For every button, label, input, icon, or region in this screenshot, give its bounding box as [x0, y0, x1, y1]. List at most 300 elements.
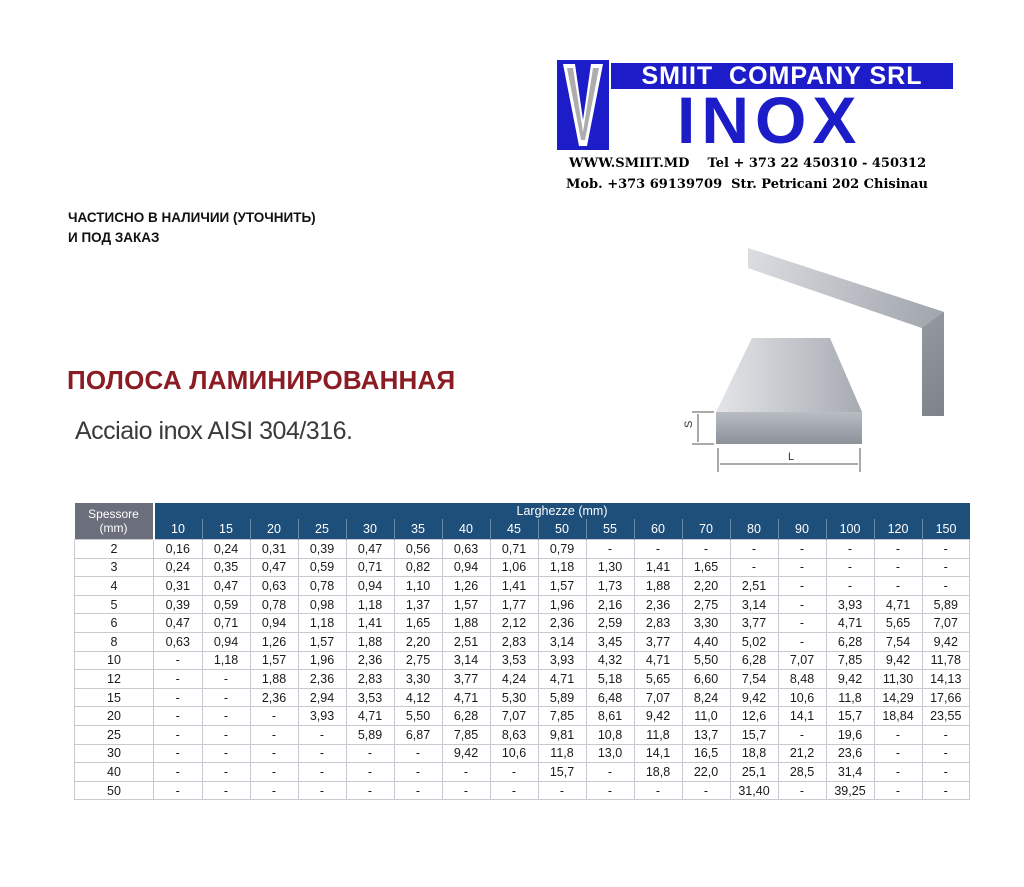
- weight-cell: -: [154, 651, 203, 670]
- weight-cell: 2,94: [298, 688, 346, 707]
- weight-cell: 3,77: [442, 670, 490, 689]
- weight-cell: 39,25: [826, 781, 874, 800]
- weight-cell: 0,47: [346, 540, 394, 559]
- table-row: [75, 558, 970, 577]
- table-row: [75, 688, 970, 707]
- weight-cell: -: [442, 781, 490, 800]
- weight-cell: 9,42: [442, 744, 490, 763]
- weight-cell: 0,94: [202, 632, 250, 651]
- brand-inox-wordmark: INOX: [677, 83, 863, 157]
- weight-cell: -: [874, 725, 922, 744]
- weight-cell: 11,78: [922, 651, 970, 670]
- weight-cell: 1,77: [490, 595, 538, 614]
- width-header-cell: 15: [202, 519, 250, 540]
- width-header-cell: 10: [154, 519, 203, 540]
- weight-cell: -: [586, 540, 634, 559]
- weight-cell: 3,93: [826, 595, 874, 614]
- dimension-s-marker: [692, 412, 714, 444]
- thickness-cell: 3: [75, 558, 154, 577]
- weight-cell: 6,48: [586, 688, 634, 707]
- width-header-cell: 25: [298, 519, 346, 540]
- weight-cell: 4,71: [826, 614, 874, 633]
- weight-cell: -: [394, 781, 442, 800]
- weight-cell: 3,77: [730, 614, 778, 633]
- weight-cell: 18,84: [874, 707, 922, 726]
- weight-cell: -: [586, 763, 634, 782]
- weight-cell: 23,55: [922, 707, 970, 726]
- v-logo-icon: [557, 60, 609, 150]
- width-header-cell: 35: [394, 519, 442, 540]
- weight-cell: 3,30: [394, 670, 442, 689]
- weight-cell: 19,6: [826, 725, 874, 744]
- thickness-cell: 12: [75, 670, 154, 689]
- width-header-cell: 150: [922, 519, 970, 540]
- weight-cell: 0,94: [442, 558, 490, 577]
- weight-cell: 2,75: [394, 651, 442, 670]
- weight-cell: 0,71: [202, 614, 250, 633]
- thickness-cell: 25: [75, 725, 154, 744]
- weight-cell: 28,5: [778, 763, 826, 782]
- weight-cell: -: [250, 763, 298, 782]
- weight-cell: 1,65: [394, 614, 442, 633]
- weight-cell: -: [346, 763, 394, 782]
- flat-bar-weight-table: [74, 503, 970, 800]
- width-header-cell: 30: [346, 519, 394, 540]
- weight-cell: 0,47: [154, 614, 203, 633]
- weight-cell: 9,42: [634, 707, 682, 726]
- weight-cell: -: [778, 632, 826, 651]
- weight-cell: -: [778, 558, 826, 577]
- weight-cell: 1,18: [538, 558, 586, 577]
- weight-cell: 2,36: [346, 651, 394, 670]
- weight-cell: 11,0: [682, 707, 730, 726]
- weight-cell: -: [778, 725, 826, 744]
- weight-cell: 2,83: [346, 670, 394, 689]
- weight-cell: 31,4: [826, 763, 874, 782]
- weight-cell: -: [634, 540, 682, 559]
- weight-cell: 1,18: [346, 595, 394, 614]
- table-row: [75, 670, 970, 689]
- weight-cell: 5,65: [874, 614, 922, 633]
- thickness-cell: 10: [75, 651, 154, 670]
- weight-cell: -: [874, 763, 922, 782]
- weight-cell: 4,24: [490, 670, 538, 689]
- weight-cell: 9,42: [874, 651, 922, 670]
- weight-cell: -: [154, 781, 203, 800]
- product-title: ПОЛОСА ЛАМИНИРОВАННАЯ: [67, 365, 456, 395]
- weight-cell: 8,48: [778, 670, 826, 689]
- weight-cell: -: [874, 744, 922, 763]
- weight-cell: -: [826, 558, 874, 577]
- weight-cell: 7,07: [922, 614, 970, 633]
- weight-cell: 0,35: [202, 558, 250, 577]
- weight-cell: 1,18: [298, 614, 346, 633]
- weight-cell: 0,94: [250, 614, 298, 633]
- table-row: [75, 540, 970, 559]
- weight-cell: 7,07: [778, 651, 826, 670]
- weight-cell: -: [778, 614, 826, 633]
- weight-cell: 5,89: [922, 595, 970, 614]
- table-row: [75, 744, 970, 763]
- thickness-cell: 50: [75, 781, 154, 800]
- weight-cell: -: [730, 558, 778, 577]
- weight-cell: 7,85: [538, 707, 586, 726]
- thickness-cell: 6: [75, 614, 154, 633]
- weight-cell: 10,6: [778, 688, 826, 707]
- weight-cell: -: [922, 558, 970, 577]
- table-row: [75, 614, 970, 633]
- weight-cell: -: [778, 577, 826, 596]
- thickness-cell: 40: [75, 763, 154, 782]
- weight-cell: 13,0: [586, 744, 634, 763]
- weight-cell: 1,73: [586, 577, 634, 596]
- weight-cell: -: [394, 744, 442, 763]
- weight-cell: 0,63: [250, 577, 298, 596]
- weight-cell: 11,8: [826, 688, 874, 707]
- weight-cell: 6,28: [730, 651, 778, 670]
- dimension-s-label: S: [683, 420, 695, 428]
- weight-cell: 2,51: [730, 577, 778, 596]
- weight-cell: -: [826, 577, 874, 596]
- weight-cell: 0,78: [250, 595, 298, 614]
- weight-cell: -: [922, 540, 970, 559]
- weight-cell: -: [202, 781, 250, 800]
- weight-cell: 5,65: [634, 670, 682, 689]
- weight-cell: 1,88: [250, 670, 298, 689]
- thickness-cell: 8: [75, 632, 154, 651]
- contact-mobile-address: Mob. +373 69139709 Str. Petricani 202 Chisinau: [566, 177, 929, 192]
- weight-cell: 2,20: [394, 632, 442, 651]
- weight-cell: 3,53: [490, 651, 538, 670]
- weight-cell: -: [586, 781, 634, 800]
- weight-cell: 5,50: [682, 651, 730, 670]
- weight-cell: -: [202, 688, 250, 707]
- weight-cell: 1,88: [346, 632, 394, 651]
- availability-notice-line1: ЧАСТИСНО В НАЛИЧИИ (УТОЧНИТЬ): [68, 210, 316, 225]
- weight-cell: 2,36: [298, 670, 346, 689]
- weight-cell: 0,71: [490, 540, 538, 559]
- weight-cell: 4,71: [874, 595, 922, 614]
- thickness-cell: 20: [75, 707, 154, 726]
- thickness-cell: 4: [75, 577, 154, 596]
- weight-cell: 6,28: [826, 632, 874, 651]
- weight-cell: 2,75: [682, 595, 730, 614]
- weight-cell: 1,41: [346, 614, 394, 633]
- weight-cell: 14,29: [874, 688, 922, 707]
- weight-cell: 2,83: [634, 614, 682, 633]
- weight-cell: -: [202, 707, 250, 726]
- weight-cell: 14,13: [922, 670, 970, 689]
- weight-cell: 2,51: [442, 632, 490, 651]
- width-header-row: [75, 519, 970, 540]
- width-header-cell: 90: [778, 519, 826, 540]
- weight-cell: 0,63: [154, 632, 203, 651]
- thickness-cell: 2: [75, 540, 154, 559]
- weight-cell: 3,53: [346, 688, 394, 707]
- weight-cell: 0,82: [394, 558, 442, 577]
- weight-cell: 5,02: [730, 632, 778, 651]
- width-header-cell: 50: [538, 519, 586, 540]
- weight-cell: 3,14: [442, 651, 490, 670]
- weight-cell: 1,06: [490, 558, 538, 577]
- weight-cell: 2,36: [250, 688, 298, 707]
- weight-cell: -: [874, 540, 922, 559]
- weight-cell: 0,47: [250, 558, 298, 577]
- weight-cell: 2,20: [682, 577, 730, 596]
- weight-cell: 4,71: [346, 707, 394, 726]
- weight-cell: -: [394, 763, 442, 782]
- weight-cell: 1,65: [682, 558, 730, 577]
- weight-cell: -: [874, 577, 922, 596]
- thickness-header-text: Spessore (mm): [88, 507, 139, 535]
- weight-cell: 5,89: [538, 688, 586, 707]
- weight-cell: 9,42: [922, 632, 970, 651]
- weight-cell: 7,85: [442, 725, 490, 744]
- weight-cell: -: [922, 763, 970, 782]
- weight-cell: -: [490, 763, 538, 782]
- weight-cell: -: [922, 577, 970, 596]
- weight-cell: 8,24: [682, 688, 730, 707]
- weight-cell: -: [874, 781, 922, 800]
- weight-cell: 5,89: [346, 725, 394, 744]
- weight-cell: 1,26: [250, 632, 298, 651]
- weight-cell: 1,10: [394, 577, 442, 596]
- weight-cell: -: [346, 744, 394, 763]
- weight-cell: 16,5: [682, 744, 730, 763]
- weight-cell: 1,37: [394, 595, 442, 614]
- weight-cell: 0,39: [298, 540, 346, 559]
- weight-cell: 15,7: [826, 707, 874, 726]
- weight-cell: -: [154, 763, 203, 782]
- weight-cell: 1,57: [298, 632, 346, 651]
- weight-cell: -: [538, 781, 586, 800]
- weight-cell: 0,78: [298, 577, 346, 596]
- weight-cell: -: [250, 744, 298, 763]
- table-row: [75, 763, 970, 782]
- weight-cell: -: [298, 781, 346, 800]
- weight-cell: 0,56: [394, 540, 442, 559]
- weight-cell: -: [202, 744, 250, 763]
- weight-cell: 2,16: [586, 595, 634, 614]
- weight-cell: 22,0: [682, 763, 730, 782]
- weight-cell: -: [346, 781, 394, 800]
- weight-cell: 6,87: [394, 725, 442, 744]
- weight-cell: 21,2: [778, 744, 826, 763]
- weight-cell: -: [298, 744, 346, 763]
- company-logo: [557, 60, 955, 157]
- weight-cell: -: [778, 781, 826, 800]
- weight-cell: 6,28: [442, 707, 490, 726]
- weight-cell: 15,7: [730, 725, 778, 744]
- weight-cell: 1,57: [442, 595, 490, 614]
- weight-cell: 15,7: [538, 763, 586, 782]
- weight-cell: 4,71: [634, 651, 682, 670]
- width-header-cell: 120: [874, 519, 922, 540]
- thickness-cell: 5: [75, 595, 154, 614]
- weight-cell: 18,8: [634, 763, 682, 782]
- weight-cell: 0,59: [202, 595, 250, 614]
- weight-cell: 0,39: [154, 595, 203, 614]
- weight-cell: 0,31: [154, 577, 203, 596]
- weight-cell: 4,12: [394, 688, 442, 707]
- weight-cell: -: [730, 540, 778, 559]
- table-row: [75, 651, 970, 670]
- weight-cell: -: [250, 725, 298, 744]
- weight-cell: 7,85: [826, 651, 874, 670]
- width-header-cell: 40: [442, 519, 490, 540]
- weight-cell: 0,63: [442, 540, 490, 559]
- weight-cell: 1,88: [442, 614, 490, 633]
- weight-cell: 7,07: [490, 707, 538, 726]
- weight-cell: 23,6: [826, 744, 874, 763]
- weight-cell: 7,54: [874, 632, 922, 651]
- weight-cell: 25,1: [730, 763, 778, 782]
- weight-cell: -: [682, 781, 730, 800]
- table-body: [75, 540, 970, 800]
- dimension-l-label: L: [788, 451, 795, 463]
- weight-cell: 3,14: [538, 632, 586, 651]
- weight-cell: 4,40: [682, 632, 730, 651]
- weight-cell: 17,66: [922, 688, 970, 707]
- weight-cell: -: [250, 707, 298, 726]
- weight-cell: 3,45: [586, 632, 634, 651]
- weight-cell: 4,71: [538, 670, 586, 689]
- weight-cell: -: [922, 725, 970, 744]
- width-header-cell: 45: [490, 519, 538, 540]
- weight-cell: 3,93: [298, 707, 346, 726]
- weight-cell: 0,24: [202, 540, 250, 559]
- weight-cell: 0,16: [154, 540, 203, 559]
- width-header-cell: 55: [586, 519, 634, 540]
- weight-cell: -: [922, 744, 970, 763]
- weight-cell: 14,1: [778, 707, 826, 726]
- weight-cell: 2,36: [634, 595, 682, 614]
- weight-cell: 2,12: [490, 614, 538, 633]
- weight-cell: 1,96: [298, 651, 346, 670]
- weight-cell: 2,83: [490, 632, 538, 651]
- weight-cell: 0,98: [298, 595, 346, 614]
- weight-cell: 14,1: [634, 744, 682, 763]
- flat-bar-illustration: [670, 240, 980, 480]
- weight-cell: 3,14: [730, 595, 778, 614]
- weight-cell: 1,57: [538, 577, 586, 596]
- weight-cell: -: [154, 725, 203, 744]
- weight-cell: -: [154, 744, 203, 763]
- weight-cell: -: [922, 781, 970, 800]
- weight-cell: 3,77: [634, 632, 682, 651]
- weight-cell: -: [154, 707, 203, 726]
- weight-cell: 5,50: [394, 707, 442, 726]
- weight-cell: 1,18: [202, 651, 250, 670]
- weight-cell: 1,88: [634, 577, 682, 596]
- weight-cell: 3,30: [682, 614, 730, 633]
- weight-cell: 8,61: [586, 707, 634, 726]
- weight-cell: 2,59: [586, 614, 634, 633]
- weight-cell: 1,96: [538, 595, 586, 614]
- weight-cell: 0,94: [346, 577, 394, 596]
- table-row: [75, 707, 970, 726]
- width-header-cell: 60: [634, 519, 682, 540]
- weight-cell: 2,36: [538, 614, 586, 633]
- weight-cell: -: [682, 540, 730, 559]
- weight-cell: 9,81: [538, 725, 586, 744]
- weight-cell: 18,8: [730, 744, 778, 763]
- weight-cell: -: [874, 558, 922, 577]
- weight-cell: 31,40: [730, 781, 778, 800]
- weight-cell: 5,18: [586, 670, 634, 689]
- width-group-header: Larghezze (mm): [154, 503, 970, 519]
- weight-cell: 0,71: [346, 558, 394, 577]
- weight-cell: -: [778, 595, 826, 614]
- width-header-cell: 20: [250, 519, 298, 540]
- weight-cell: -: [298, 725, 346, 744]
- table-row: [75, 725, 970, 744]
- availability-notice-line2: И ПОД ЗАКАЗ: [68, 230, 160, 245]
- weight-cell: 0,59: [298, 558, 346, 577]
- weight-cell: 3,93: [538, 651, 586, 670]
- weight-cell: -: [154, 688, 203, 707]
- weight-cell: 10,8: [586, 725, 634, 744]
- width-header-cell: 100: [826, 519, 874, 540]
- table-row: [75, 577, 970, 596]
- thickness-cell: 15: [75, 688, 154, 707]
- weight-cell: 11,8: [538, 744, 586, 763]
- product-subtitle: Acciaio inox AISI 304/316.: [75, 417, 353, 445]
- weight-cell: 6,60: [682, 670, 730, 689]
- weight-cell: 11,30: [874, 670, 922, 689]
- weight-cell: 1,30: [586, 558, 634, 577]
- weight-cell: 9,42: [730, 688, 778, 707]
- weight-cell: -: [778, 540, 826, 559]
- weight-cell: -: [202, 670, 250, 689]
- weight-cell: 8,63: [490, 725, 538, 744]
- weight-cell: 0,24: [154, 558, 203, 577]
- weight-cell: -: [634, 781, 682, 800]
- weight-cell: -: [298, 763, 346, 782]
- weight-cell: 13,7: [682, 725, 730, 744]
- table-row: [75, 632, 970, 651]
- weight-cell: 10,6: [490, 744, 538, 763]
- weight-cell: 7,07: [634, 688, 682, 707]
- weight-cell: 0,31: [250, 540, 298, 559]
- weight-cell: 4,71: [442, 688, 490, 707]
- weight-cell: 12,6: [730, 707, 778, 726]
- weight-cell: -: [826, 540, 874, 559]
- weight-cell: 0,79: [538, 540, 586, 559]
- company-name: SMIIT COMPANY SRL: [611, 63, 953, 89]
- weight-cell: 1,41: [490, 577, 538, 596]
- weight-cell: 1,57: [250, 651, 298, 670]
- weight-cell: 9,42: [826, 670, 874, 689]
- thickness-cell: 30: [75, 744, 154, 763]
- table-row: [75, 781, 970, 800]
- weight-cell: -: [202, 725, 250, 744]
- weight-cell: -: [202, 763, 250, 782]
- weight-cell: 4,32: [586, 651, 634, 670]
- weight-cell: -: [442, 763, 490, 782]
- weight-cell: -: [490, 781, 538, 800]
- contact-web-phone: WWW.SMIIT.MD Tel + 373 22 450310 - 450312: [569, 156, 927, 171]
- weight-cell: 1,26: [442, 577, 490, 596]
- weight-cell: 11,8: [634, 725, 682, 744]
- weight-cell: 5,30: [490, 688, 538, 707]
- width-header-cell: 70: [682, 519, 730, 540]
- weight-cell: 0,47: [202, 577, 250, 596]
- weight-cell: 7,54: [730, 670, 778, 689]
- width-header-cell: 80: [730, 519, 778, 540]
- weight-cell: 1,41: [634, 558, 682, 577]
- weight-cell: -: [154, 670, 203, 689]
